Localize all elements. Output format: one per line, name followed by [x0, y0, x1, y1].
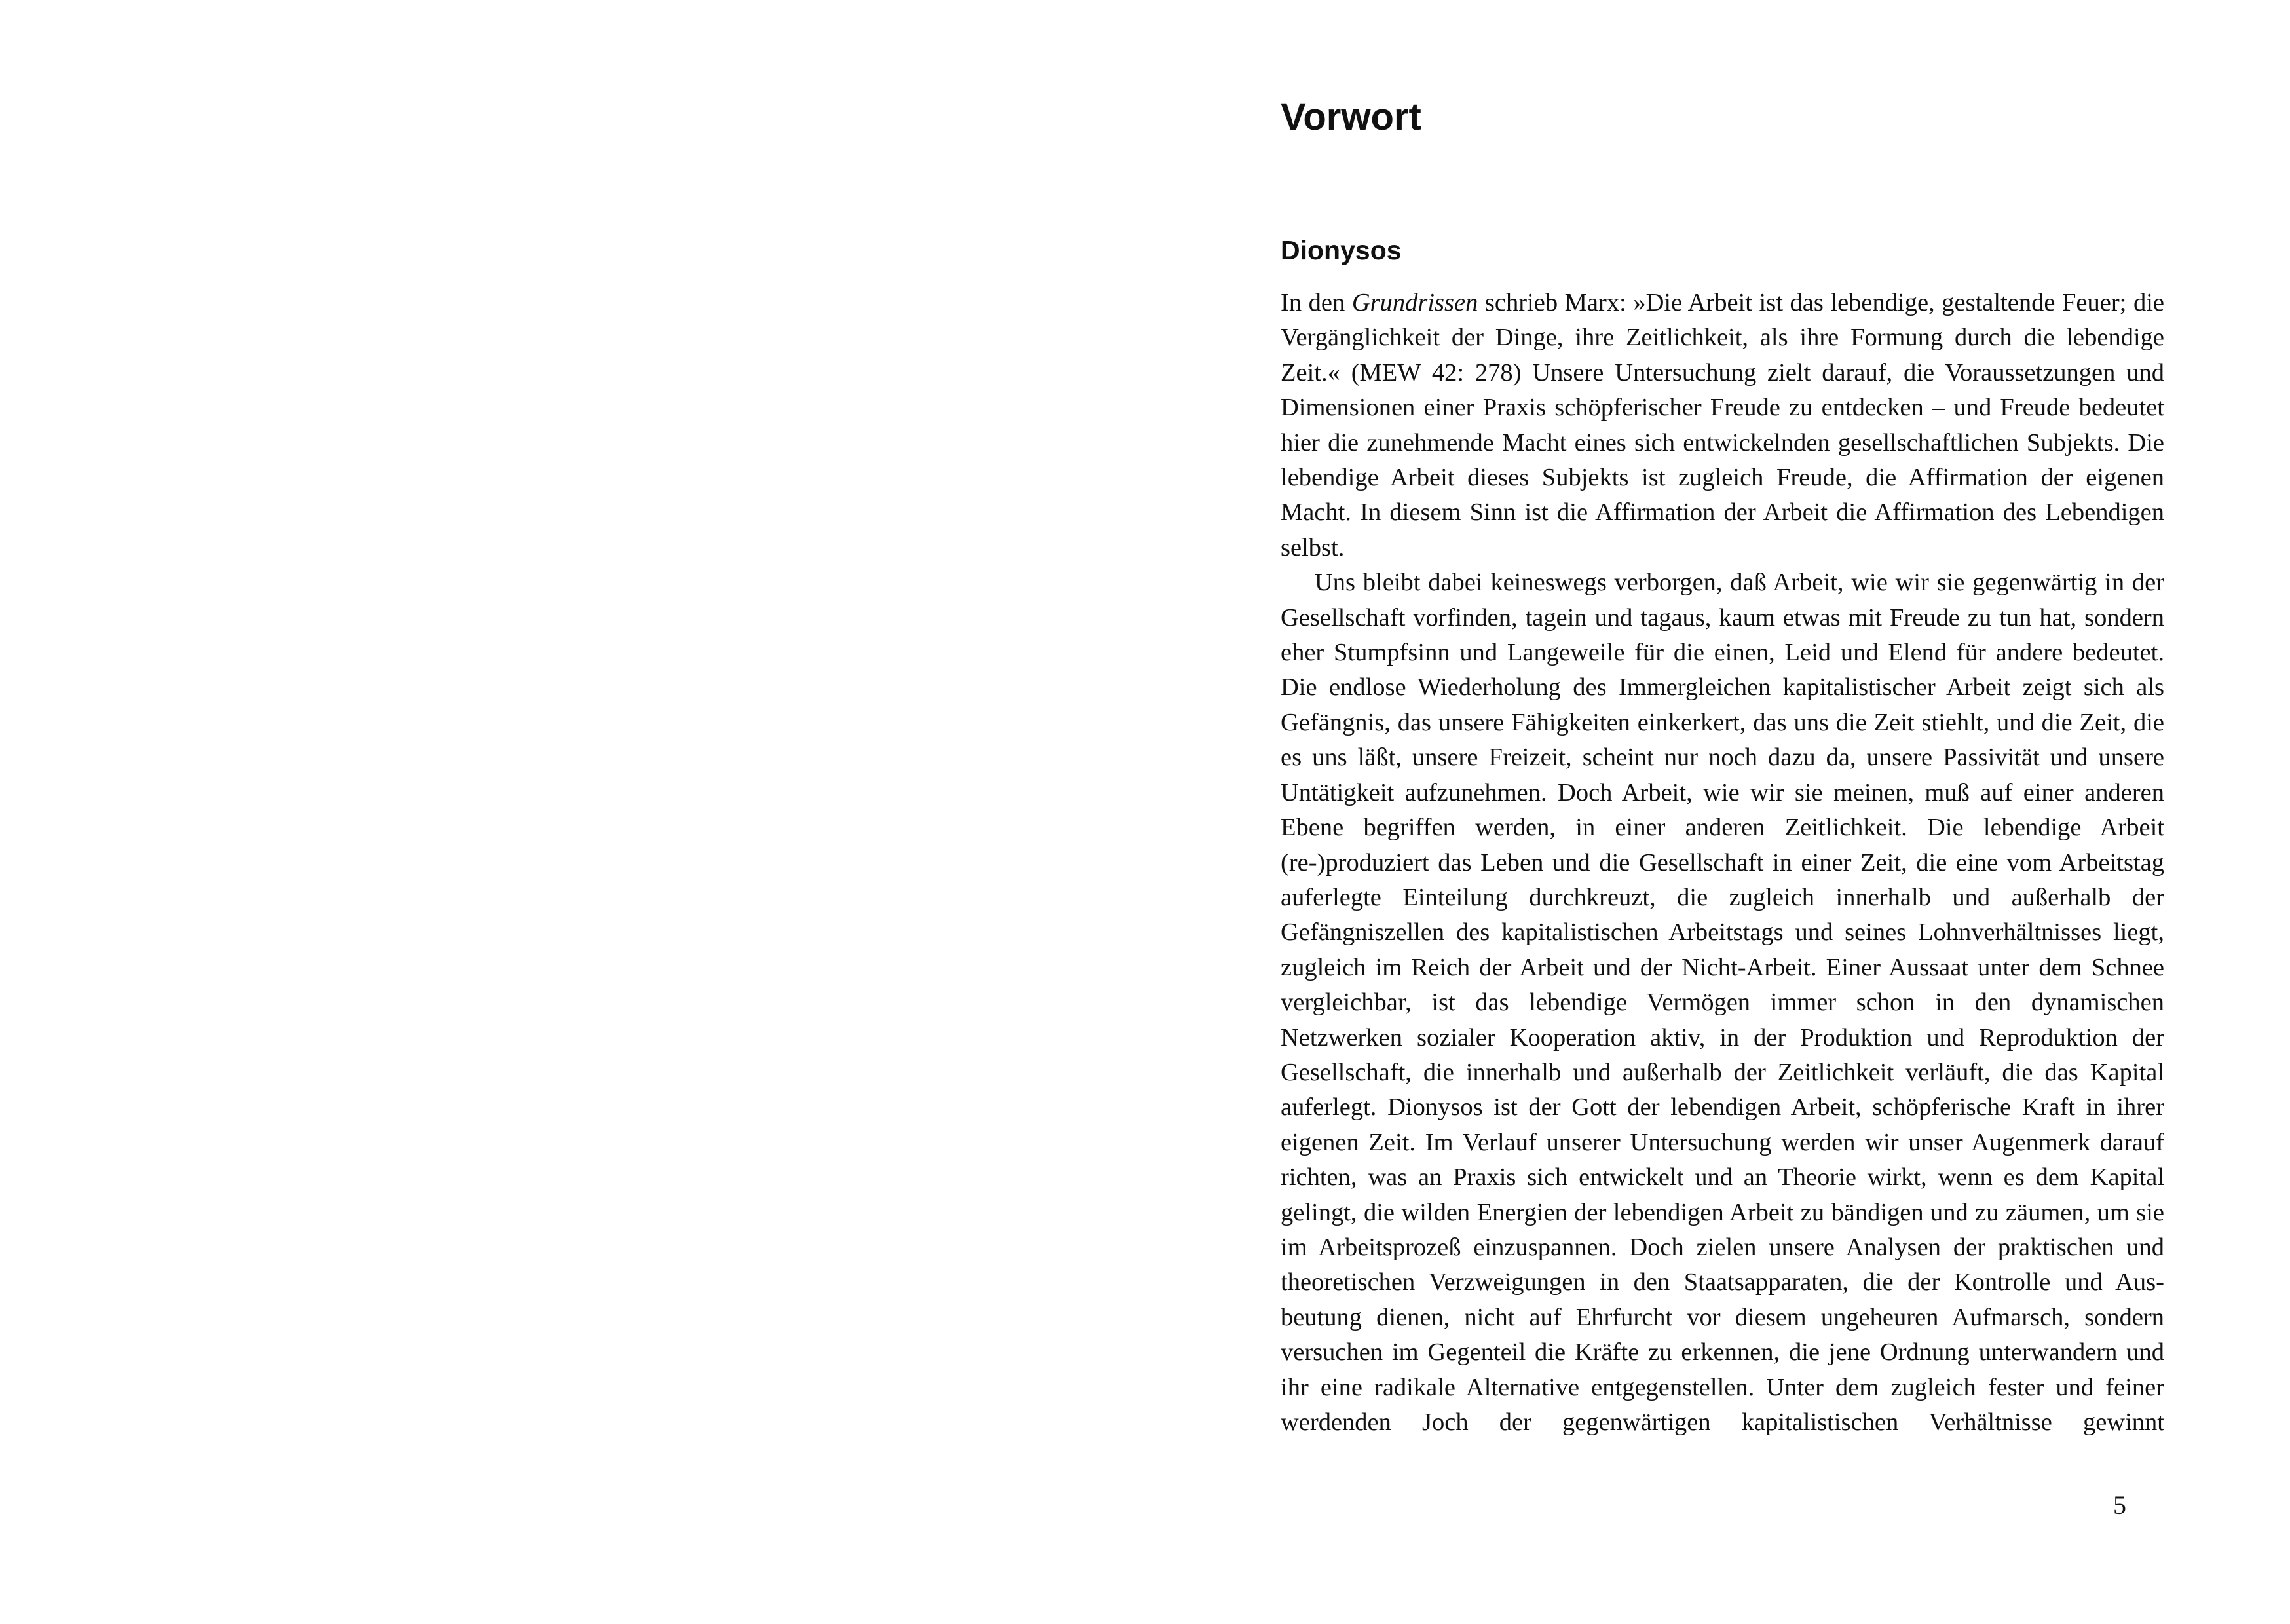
page-title: Vorwort [1281, 96, 1421, 138]
page-number: 5 [2113, 1490, 2126, 1520]
paragraph-1-lead: In den [1281, 289, 1352, 316]
paragraph-1 [1281, 286, 2164, 565]
section-heading: Dionysos [1281, 235, 1402, 265]
paragraph-2: Uns bleibt dabei keineswegs verborgen, daß Arbeit, wie wir sie gegenwärtig in der Gesellschaft vorfinden, tagein und tagaus, kaum etwas mit Freude zu tun hat, sondern eher Stumpfsinn und Langeweile für die einen, Leid und Elend für andere bedeutet. Die endlose Wiederholung des Immergleichen kapitalistischer Arbeit zeigt sich als Gefängnis, das unsere Fähigkeiten einkerkert, das uns die Zeit stiehlt, und die Zeit, die es uns läßt, unsere Freizeit, scheint nur noch dazu da, unsere Passivität und unsere Untätigkeit aufzunehmen. Doch Arbeit, wie wir sie meinen, muß auf einer anderen Ebene begriffen werden, in einer anderen Zeitlichkeit. Die lebendige Arbeit (re-)produziert das Leben und die Gesellschaft in einer Zeit, die eine vom Arbeitstag auferlegte Einteilung durchkreuzt, die zugleich innerhalb und außerhalb der Gefängniszellen des kapitalistischen Arbeitstags und seines Lohnverhältnisses liegt, zugleich im Reich der Arbeit und der Nicht-Arbeit. Einer Aussaat unter dem Schnee vergleichbar, ist das lebendige Vermögen immer schon in den dynamischen Netzwerken sozialer Kooperation aktiv, in der Produktion und Reproduktion der Gesellschaft, die innerhalb und außerhalb der Zeitlichkeit verläuft, die das Kapital auferlegt. Dionysos ist der Gott der lebendigen Arbeit, schöpferische Kraft in ihrer eigenen Zeit. Im Verlauf unserer Untersuchung werden wir unser Augenmerk darauf richten, was an Praxis sich entwickelt und an Theorie wirkt, wenn es dem Kapital gelingt, die wilden Energien der lebendigen Arbeit zu bändigen und zu zäumen, um sie im Arbeitsprozeß einzuspannen. Doch zielen unsere Analysen der praktischen und theoretischen Verzweigungen in den Staatsapparaten, die der Kontrolle und Ausbeutung dienen, nicht auf Ehrfurcht vor diesem ungeheuren Aufmarsch, sondern versuchen im Gegenteil die Kräfte zu erkennen, die jene Ordnung unterwandern und ihr eine radikale Alternative entgegenstellen. Unter dem zugleich fester und feiner werdenden Joch der gegenwärtigen kapitalistischen Verhältnisse gewinnt [1281, 569, 2164, 1436]
book-title-italic: Grundrissen [1351, 289, 1478, 316]
paragraph-1-body: schrieb Marx: »Die Arbeit ist das lebendige, gestaltende Feuer; die Vergänglichkeit der Dinge, ihre Zeitlichkeit, als ihre Formung durch die lebendige Zeit.« (MEW 42: 278) Unsere Untersuchung zielt darauf, die Voraussetzungen und Dimensionen einer Praxis schöpferischer Freude zu entdecken – und Freude bedeutet hier die zunehmende Macht eines sich entwickelnden gesellschaftlichen Subjekts. Die lebendige Arbeit dieses Subjekts ist zugleich Freude, die Affirmation der eigenen Macht. In diesem Sinn ist die Affirmation der Arbeit die Affirmation des Lebendigen selbst. [1281, 289, 2164, 561]
body-text [1281, 286, 2164, 1440]
right-page [1145, 0, 2290, 1624]
